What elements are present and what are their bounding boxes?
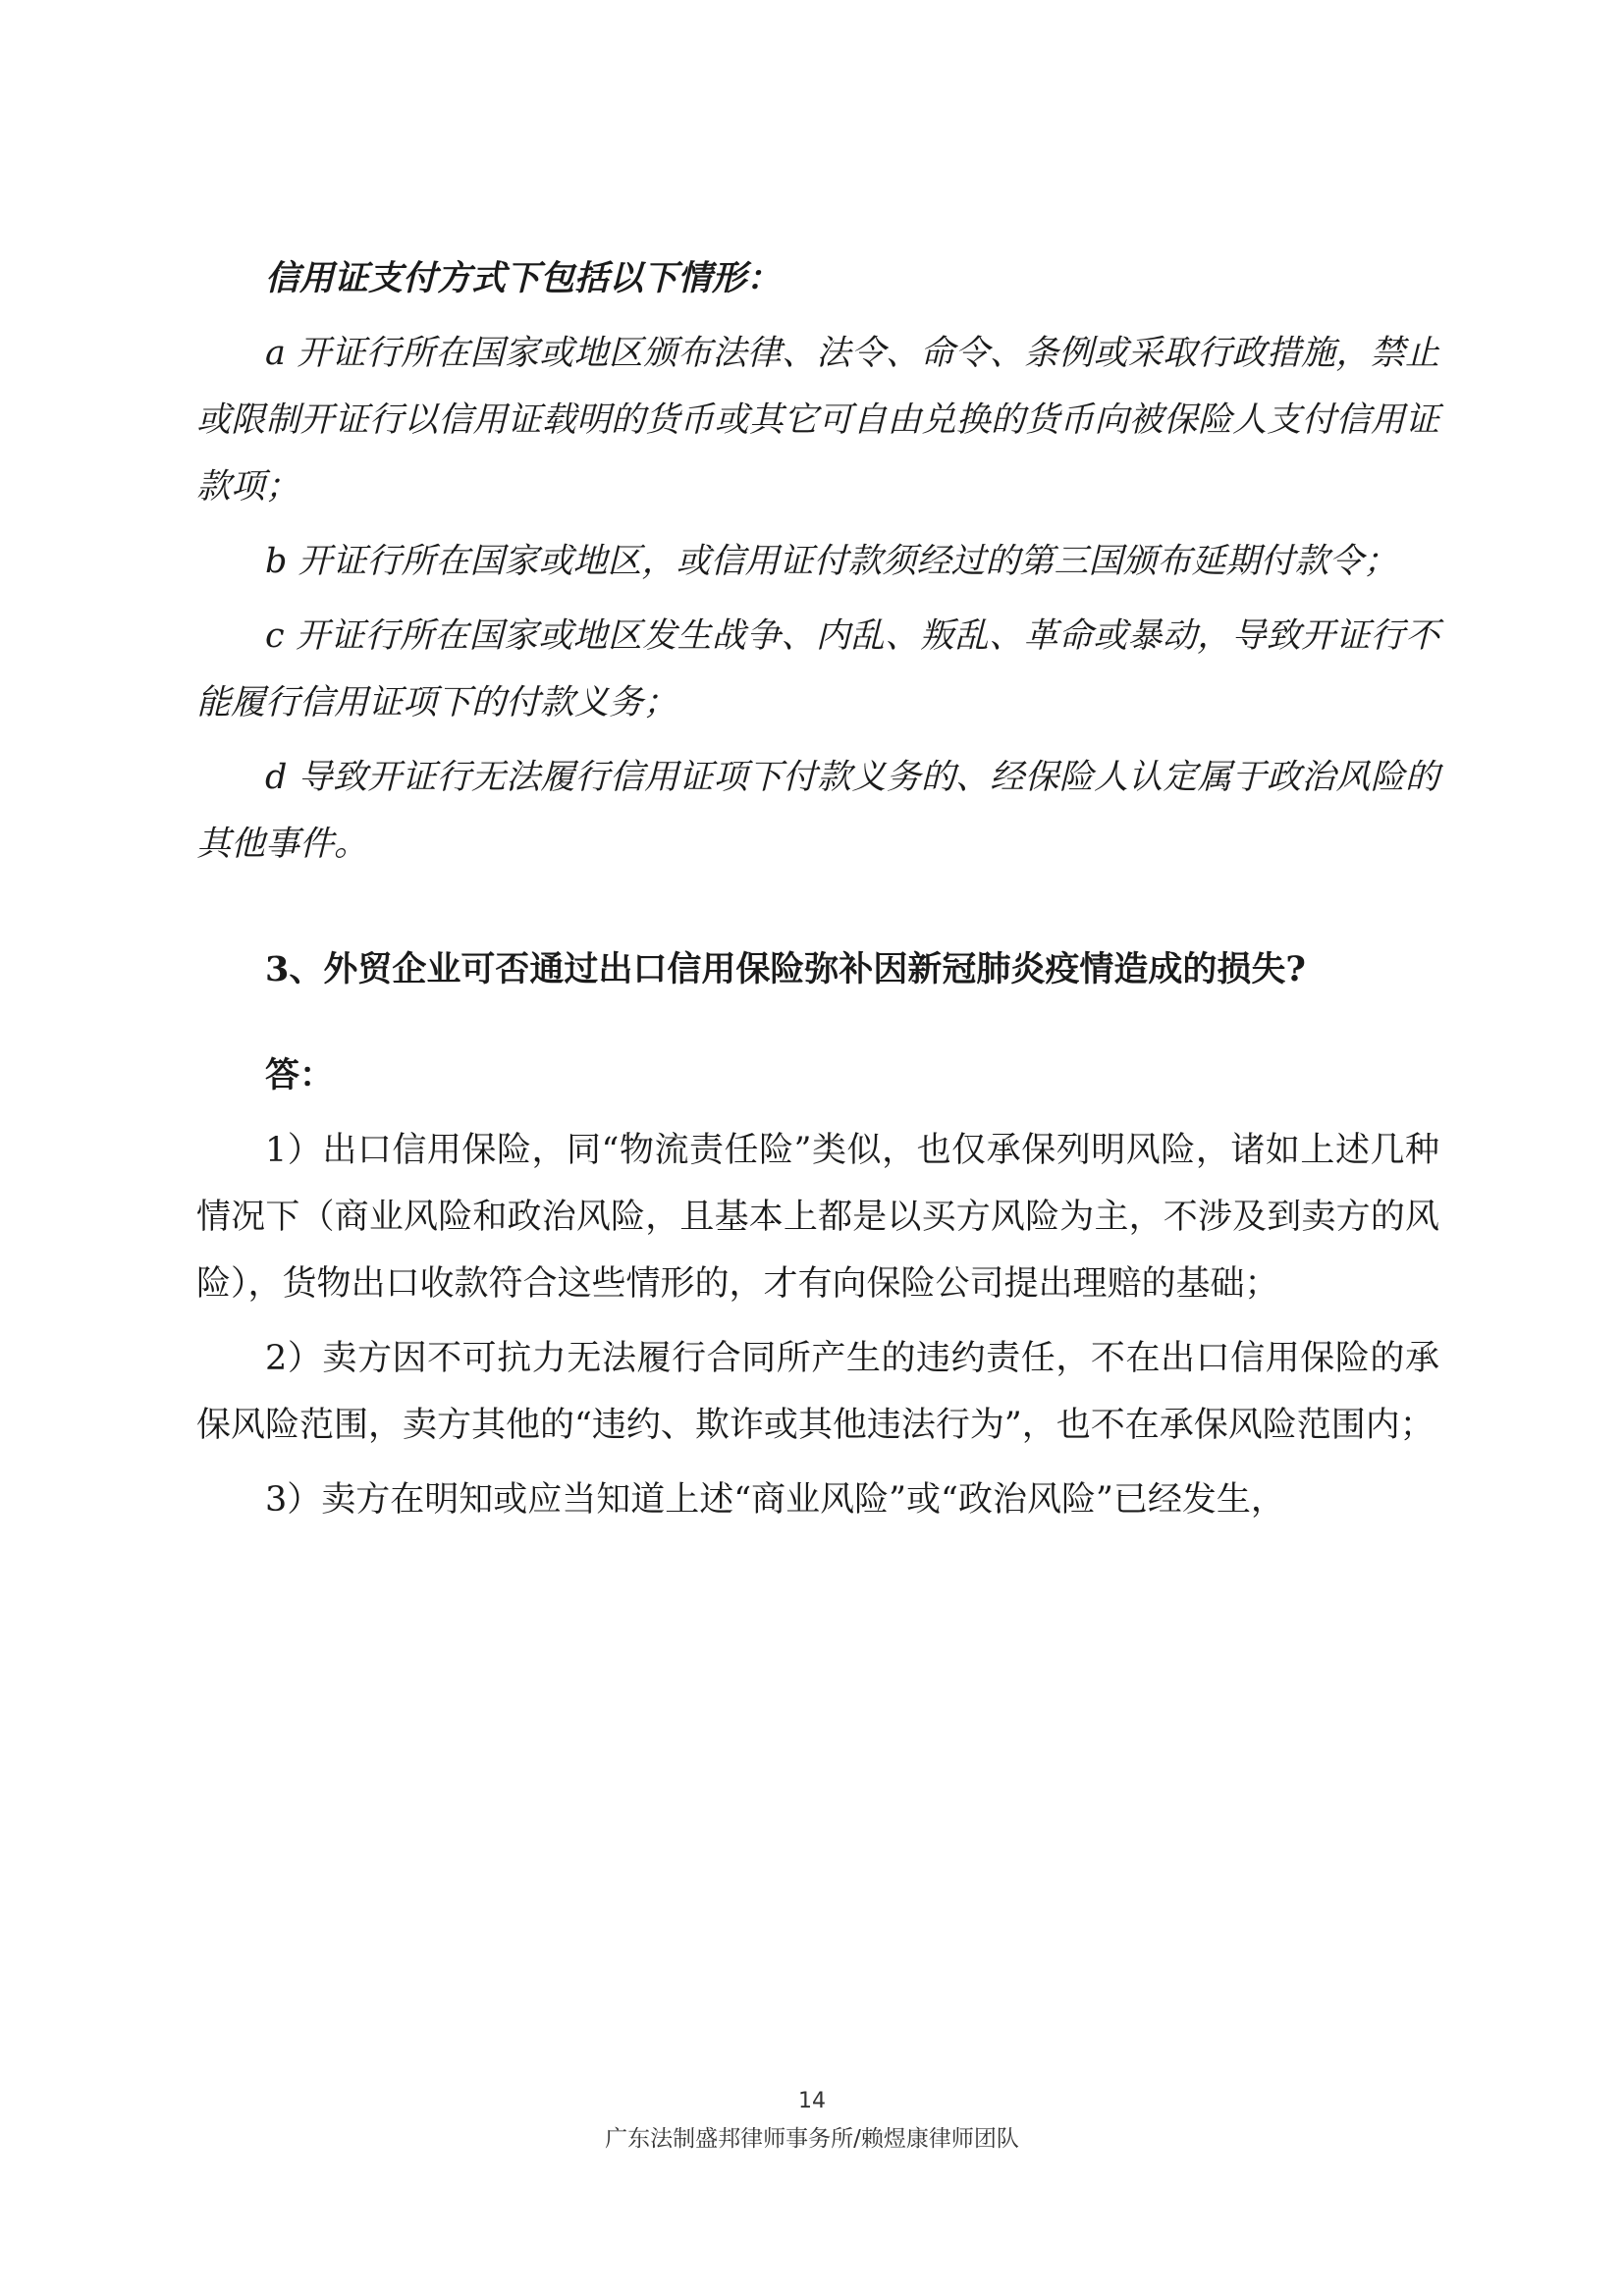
footer-firm: 广东法制盛邦律师事务所/赖煜康律师团队 (605, 2126, 1019, 2152)
answer-item-2: 2）卖方因不可抗力无法履行合同所产生的违约责任，不在出口信用保险的承保风险范围，卖方其他的“违约、欺诈或其他违法行为”，也不在承保风险范围内； (196, 1339, 1439, 1445)
page-content (196, 245, 1439, 1541)
lc-item-b: b 开证行所在国家或地区，或信用证付款须经过的第三国颁布延期付款令； (265, 542, 1398, 581)
answer-item-3: 3）卖方在明知或应当知道上述“商业风险”或“政治风险”已经发生， (265, 1480, 1285, 1520)
lc-item-d: d 导致开证行无法履行信用证项下付款义务的、经保险人认定属于政治风险的其他事件。 (196, 758, 1439, 864)
answer-item-1: 1）出口信用保险，同“物流责任险”类似，也仅承保列明风险，诸如上述几种情况下（商业风险和政治风险，且基本上都是以买方风险为主，不涉及到卖方的风险），货物出口收款符合这些情形的，才有向保险公司提出理赔的基础； (196, 1131, 1439, 1304)
lc-item-a: a 开证行所在国家或地区颁布法律、法令、命令、条例或采取行政措施，禁止或限制开证行以信用证载明的货币或其它可自由兑换的货币向被保险人支付信用证款项； (196, 334, 1439, 507)
lc-item-c: c 开证行所在国家或地区发生战争、内乱、叛乱、革命或暴动，导致开证行不能履行信用证项下的付款义务； (196, 616, 1439, 722)
page-number: 14 (798, 2089, 826, 2113)
lc-intro: 信用证支付方式下包括以下情形： (265, 258, 782, 298)
answer-label: 答： (265, 1055, 335, 1095)
question-heading: 3、外贸企业可否通过出口信用保险弥补因新冠肺炎疫情造成的损失? (265, 949, 1306, 989)
